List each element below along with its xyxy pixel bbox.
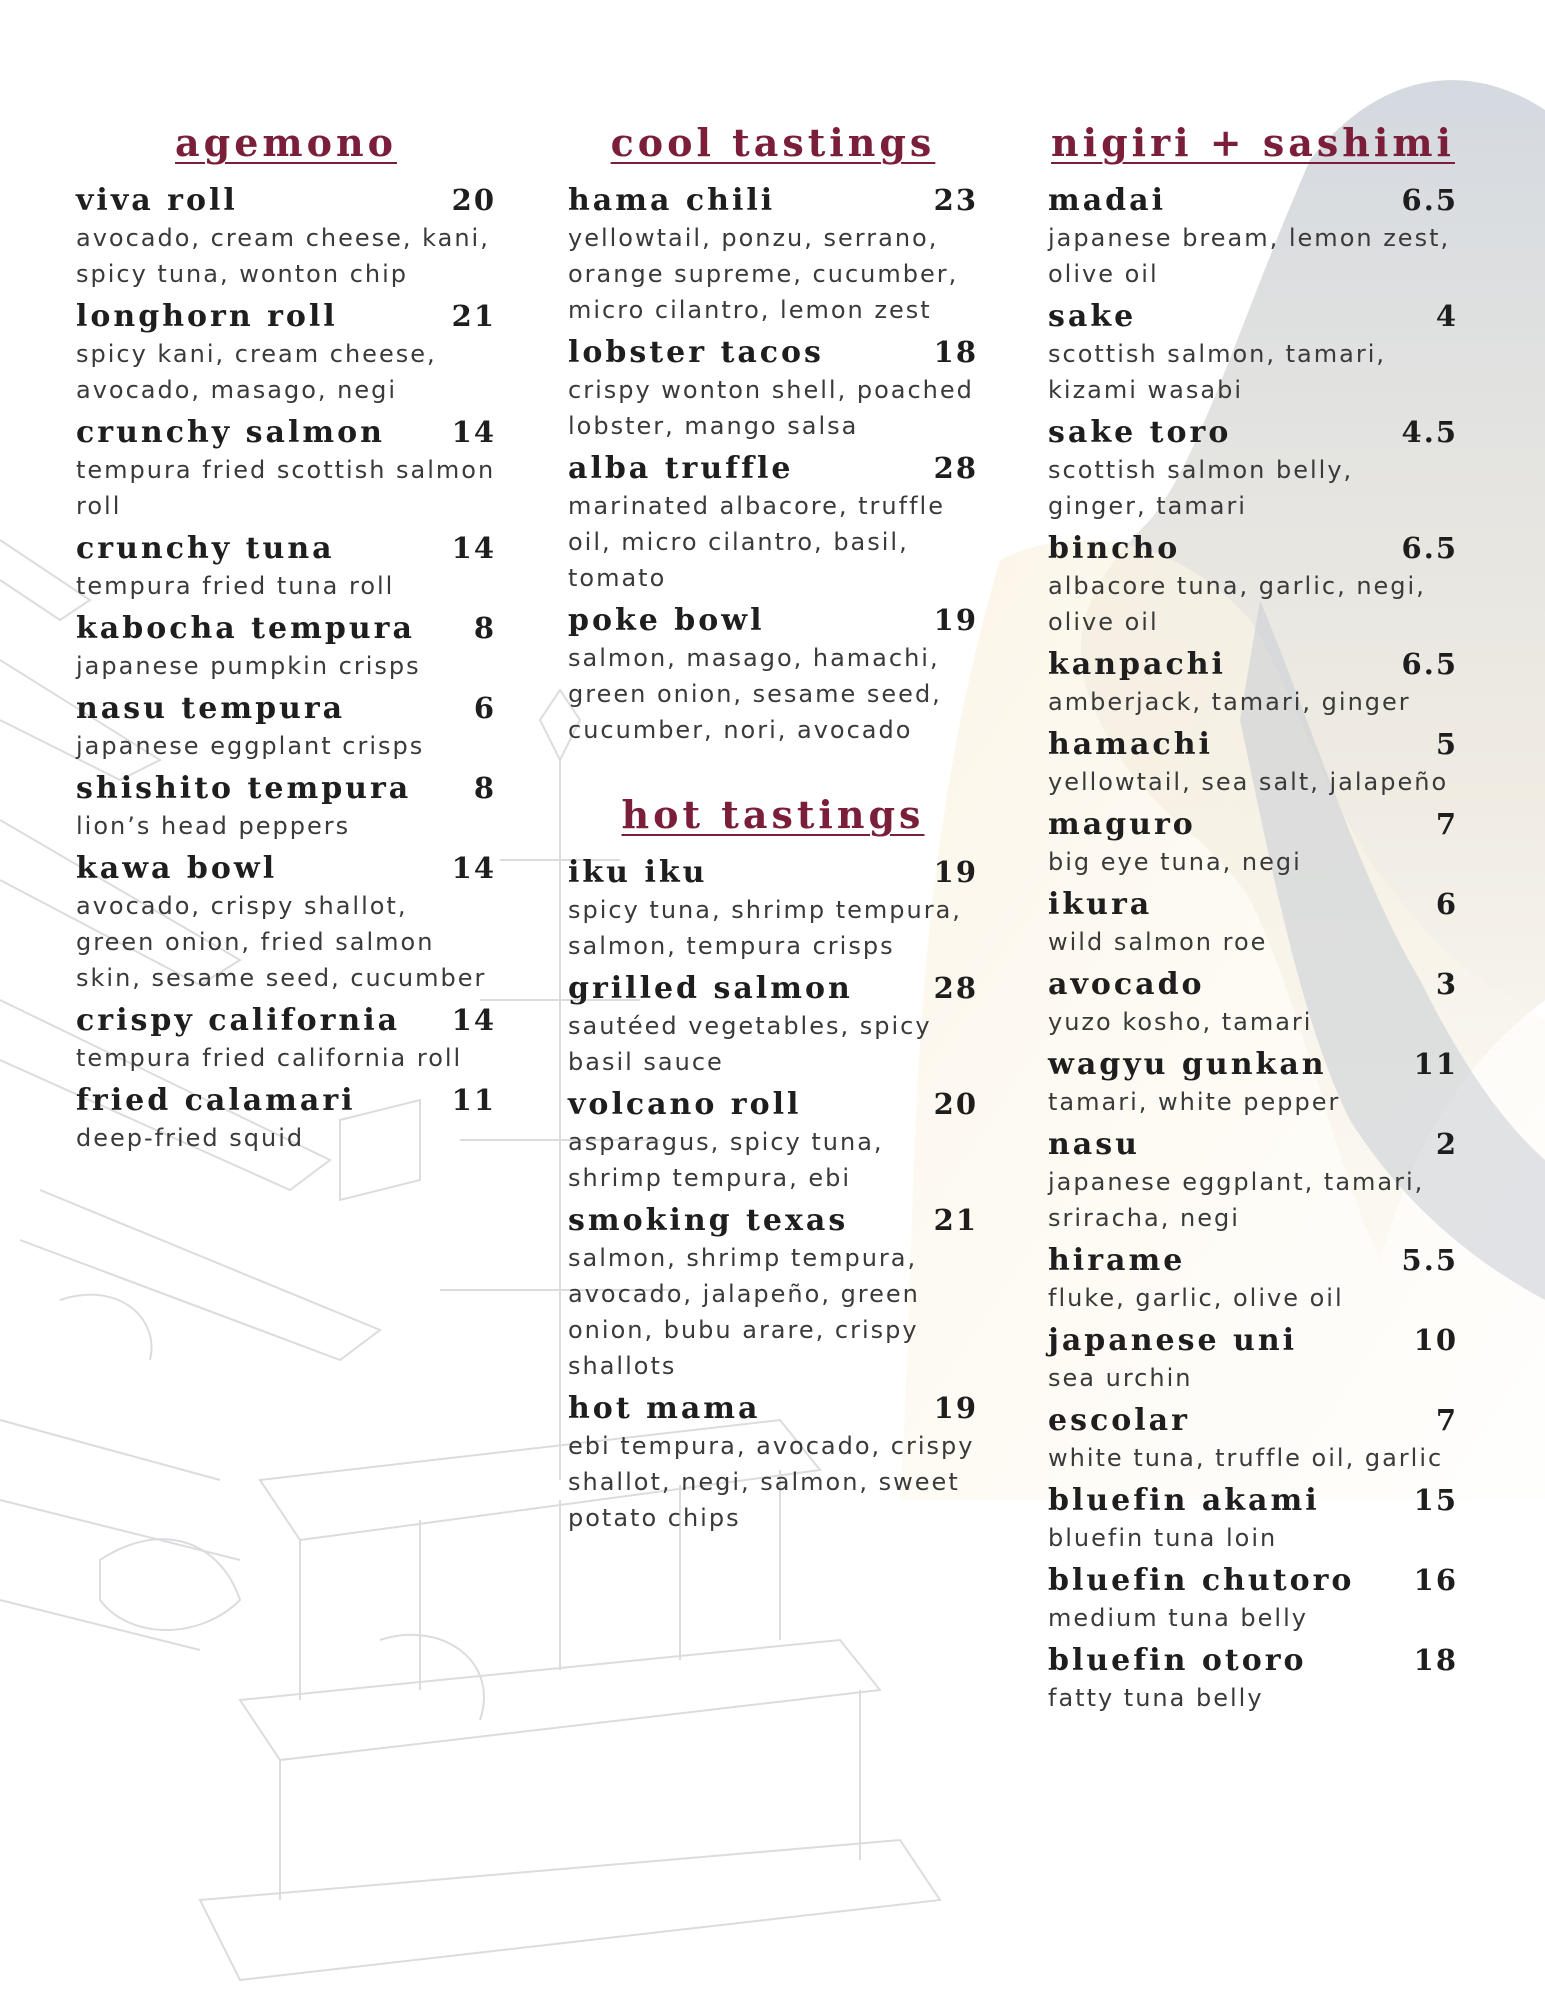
nigiri-sashimi-title: nigiri + sashimi [1051, 120, 1455, 165]
menu-item-price: 10 [1413, 1323, 1458, 1357]
menu-item-price: 7 [1435, 807, 1458, 841]
menu-item-description: japanese eggplant, tamari, sriracha, negi [1048, 1168, 1425, 1232]
menu-item-description: deep-fried squid [76, 1124, 305, 1152]
menu-item-header [568, 970, 978, 1008]
menu-item [1048, 806, 1458, 880]
menu-item-description: medium tuna belly [1048, 1604, 1308, 1632]
menu-item-header [568, 602, 978, 640]
menu-item [1048, 1642, 1458, 1716]
menu-item [76, 610, 496, 684]
menu-item-price: 8 [473, 771, 496, 805]
menu-item-description: albacore tuna, garlic, negi, olive oil [1048, 572, 1426, 636]
menu-item-name: japanese uni [1048, 1323, 1298, 1358]
menu-item-header [1048, 1402, 1458, 1440]
menu-item-header [1048, 966, 1458, 1004]
menu-item-name: shishito tempura [76, 771, 412, 806]
menu-item-name: bluefin chutoro [1048, 1563, 1355, 1598]
menu-item-header [1048, 1322, 1458, 1360]
menu-item-price: 6.5 [1401, 531, 1458, 565]
menu-item-header [76, 1082, 496, 1120]
menu-item-price: 20 [933, 1087, 978, 1121]
menu-item-header [76, 414, 496, 452]
menu-item [76, 1002, 496, 1076]
menu-item-price: 11 [451, 1083, 496, 1117]
menu-item-header [76, 182, 496, 220]
menu-item [76, 530, 496, 604]
menu-item-name: crispy california [76, 1003, 401, 1038]
menu-item-header [1048, 1046, 1458, 1084]
menu-item [568, 450, 978, 596]
menu-item-name: nasu tempura [76, 691, 346, 726]
hot-tastings-title: hot tastings [621, 792, 925, 837]
menu-item-name: bluefin otoro [1048, 1643, 1307, 1678]
menu-item-name: kawa bowl [76, 851, 278, 886]
menu-item-description: amberjack, tamari, ginger [1048, 688, 1411, 716]
menu-item-price: 21 [451, 299, 496, 333]
menu-item-header [568, 1202, 978, 1240]
menu-item [568, 854, 978, 964]
menu-item-name: alba truffle [568, 451, 794, 486]
menu-item-header [76, 850, 496, 888]
menu-item [568, 1086, 978, 1196]
menu-item [1048, 1242, 1458, 1316]
menu-item-name: hirame [1048, 1243, 1186, 1278]
menu-item-price: 6 [473, 691, 496, 725]
menu-item-name: hama chili [568, 183, 776, 218]
nigiri-sashimi-list [1048, 182, 1458, 1716]
menu-item-header [76, 1002, 496, 1040]
menu-item-name: longhorn roll [76, 299, 338, 334]
menu-item-header [568, 334, 978, 372]
agemono-column [76, 118, 496, 1162]
menu-item-name: poke bowl [568, 603, 765, 638]
menu-item [76, 414, 496, 524]
menu-item-price: 18 [933, 335, 978, 369]
menu-item [76, 770, 496, 844]
menu-item-header [1048, 646, 1458, 684]
menu-item [1048, 530, 1458, 640]
menu-item [1048, 1046, 1458, 1120]
menu-item-price: 7 [1435, 1403, 1458, 1437]
menu-item-price: 5 [1435, 727, 1458, 761]
menu-item-description: sautéed vegetables, spicy basil sauce [568, 1012, 932, 1076]
menu-item-header [568, 1086, 978, 1124]
menu-item [1048, 1402, 1458, 1476]
menu-item-description: yuzo kosho, tamari [1048, 1008, 1313, 1036]
menu-item-price: 14 [451, 531, 496, 565]
menu-item [568, 1202, 978, 1384]
menu-item [1048, 182, 1458, 292]
menu-item-name: smoking texas [568, 1203, 849, 1238]
menu-item-header [1048, 414, 1458, 452]
menu-item-price: 14 [451, 851, 496, 885]
menu-item [1048, 726, 1458, 800]
menu-item-description: lion’s head peppers [76, 812, 351, 840]
menu-item [568, 334, 978, 444]
menu-item [1048, 1482, 1458, 1556]
menu-item-description: white tuna, truffle oil, garlic [1048, 1444, 1444, 1472]
hot-tastings-list [568, 854, 978, 1536]
menu-item-name: fried calamari [76, 1083, 356, 1118]
menu-item-name: kanpachi [1048, 647, 1226, 682]
menu-item-name: nasu [1048, 1127, 1140, 1162]
menu-item-price: 21 [933, 1203, 978, 1237]
menu-item-header [1048, 530, 1458, 568]
menu-item-price: 11 [1413, 1047, 1458, 1081]
menu-item-description: tamari, white pepper [1048, 1088, 1341, 1116]
menu-item-header [1048, 806, 1458, 844]
menu-item-name: escolar [1048, 1403, 1190, 1438]
menu-item-header [1048, 182, 1458, 220]
menu-item-name: maguro [1048, 807, 1196, 842]
menu-item-header [568, 450, 978, 488]
menu-item-header [568, 182, 978, 220]
menu-item-description: japanese pumpkin crisps [76, 652, 421, 680]
menu-item [76, 1082, 496, 1156]
menu-item [1048, 646, 1458, 720]
menu-item-price: 6 [1435, 887, 1458, 921]
menu-item [1048, 886, 1458, 960]
menu-item-description: asparagus, spicy tuna, shrimp tempura, ebi [568, 1128, 884, 1192]
menu-item-description: japanese eggplant crisps [76, 732, 425, 760]
menu-item-description: yellowtail, sea salt, jalapeño [1048, 768, 1449, 796]
menu-item-price: 8 [473, 611, 496, 645]
menu-item-name: iku iku [568, 855, 708, 890]
menu-item-price: 23 [933, 183, 978, 217]
menu-item-description: tempura fried california roll [76, 1044, 463, 1072]
menu-item-price: 14 [451, 1003, 496, 1037]
menu-item [1048, 966, 1458, 1040]
menu-item-name: avocado [1048, 967, 1205, 1002]
menu-item-description: crispy wonton shell, poached lobster, mango salsa [568, 376, 974, 440]
menu-item [1048, 414, 1458, 524]
menu-item-price: 6.5 [1401, 647, 1458, 681]
menu-item-header [76, 610, 496, 648]
menu-item-description: spicy tuna, shrimp tempura, salmon, tempura crisps [568, 896, 962, 960]
menu-item-header [1048, 886, 1458, 924]
menu-item-description: salmon, masago, hamachi, green onion, sesame seed, cucumber, nori, avocado [568, 644, 942, 744]
menu-item-price: 19 [933, 603, 978, 637]
menu-item-price: 4 [1435, 299, 1458, 333]
cool-tastings-title: cool tastings [610, 120, 936, 165]
menu-item-description: yellowtail, ponzu, serrano, orange supreme, cucumber, micro cilantro, lemon zest [568, 224, 959, 324]
menu-item-price: 28 [933, 451, 978, 485]
menu-item-description: japanese bream, lemon zest, olive oil [1048, 224, 1451, 288]
menu-item [76, 850, 496, 996]
menu-item-name: sake [1048, 299, 1137, 334]
menu-item [76, 182, 496, 292]
menu-item-name: lobster tacos [568, 335, 824, 370]
menu-item [568, 182, 978, 328]
menu-item-header [76, 530, 496, 568]
menu-item-header [568, 1390, 978, 1428]
tastings-column [568, 118, 978, 1542]
menu-item-description: scottish salmon, tamari, kizami wasabi [1048, 340, 1386, 404]
menu-item-header [568, 854, 978, 892]
menu-item-header [1048, 1126, 1458, 1164]
menu-item-description: avocado, cream cheese, kani, spicy tuna, wonton chip [76, 224, 490, 288]
menu-item-header [1048, 1242, 1458, 1280]
nigiri-sashimi-column [1048, 118, 1458, 1722]
menu-item-description: sea urchin [1048, 1364, 1193, 1392]
menu-item [1048, 1562, 1458, 1636]
menu-item [568, 970, 978, 1080]
menu-item-description: wild salmon roe [1048, 928, 1268, 956]
menu-item-description: tempura fried scottish salmon roll [76, 456, 496, 520]
menu-item-name: bincho [1048, 531, 1181, 566]
menu-item-name: madai [1048, 183, 1166, 218]
menu-item-name: bluefin akami [1048, 1483, 1320, 1518]
menu-item-header [1048, 1642, 1458, 1680]
menu-item [76, 690, 496, 764]
menu-item-description: big eye tuna, negi [1048, 848, 1302, 876]
menu-item [568, 602, 978, 748]
menu-item-description: salmon, shrimp tempura, avocado, jalapeño, green onion, bubu arare, crispy shallots [568, 1244, 920, 1380]
menu-item-header [76, 770, 496, 808]
agemono-list [76, 182, 496, 1156]
menu-item [1048, 1322, 1458, 1396]
menu-item-name: kabocha tempura [76, 611, 415, 646]
menu-item-description: marinated albacore, truffle oil, micro cilantro, basil, tomato [568, 492, 945, 592]
menu-item-name: crunchy salmon [76, 415, 385, 450]
menu-item-price: 20 [451, 183, 496, 217]
menu-item-name: sake toro [1048, 415, 1232, 450]
cool-tastings-list [568, 182, 978, 748]
menu-item-header [1048, 726, 1458, 764]
menu-item-description: fatty tuna belly [1048, 1684, 1264, 1712]
menu-item-name: wagyu gunkan [1048, 1047, 1327, 1082]
menu-item-name: ikura [1048, 887, 1153, 922]
menu-item-header [1048, 1482, 1458, 1520]
menu-item-header [1048, 298, 1458, 336]
menu-item-price: 3 [1435, 967, 1458, 1001]
menu-item-header [76, 690, 496, 728]
menu-item-description: bluefin tuna loin [1048, 1524, 1278, 1552]
menu-item-name: hot mama [568, 1391, 761, 1426]
menu-item-name: volcano roll [568, 1087, 802, 1122]
menu-item-price: 15 [1413, 1483, 1458, 1517]
menu-item-description: scottish salmon belly, ginger, tamari [1048, 456, 1354, 520]
menu-item-price: 19 [933, 855, 978, 889]
menu-item-header [1048, 1562, 1458, 1600]
menu-item-description: fluke, garlic, olive oil [1048, 1284, 1344, 1312]
menu-item-price: 28 [933, 971, 978, 1005]
menu-item-price: 19 [933, 1391, 978, 1425]
menu-item-description: ebi tempura, avocado, crispy shallot, negi, salmon, sweet potato chips [568, 1432, 975, 1532]
menu-item [568, 1390, 978, 1536]
menu-item-description: spicy kani, cream cheese, avocado, masago, negi [76, 340, 437, 404]
menu-item [1048, 298, 1458, 408]
menu-item-price: 5.5 [1401, 1243, 1458, 1277]
menu-item-price: 4.5 [1401, 415, 1458, 449]
menu-item-price: 14 [451, 415, 496, 449]
menu-item-name: grilled salmon [568, 971, 853, 1006]
menu-item-description: tempura fried tuna roll [76, 572, 395, 600]
menu-item-description: avocado, crispy shallot, green onion, fried salmon skin, sesame seed, cucumber [76, 892, 487, 992]
menu-item-name: hamachi [1048, 727, 1213, 762]
menu-item-price: 6.5 [1401, 183, 1458, 217]
menu-item-price: 16 [1413, 1563, 1458, 1597]
menu-item-name: crunchy tuna [76, 531, 335, 566]
menu-item-header [76, 298, 496, 336]
menu-item [76, 298, 496, 408]
menu-item-name: viva roll [76, 183, 238, 218]
menu-item-price: 18 [1413, 1643, 1458, 1677]
menu-item-price: 2 [1435, 1127, 1458, 1161]
menu-item [1048, 1126, 1458, 1236]
agemono-title: agemono [175, 120, 397, 165]
